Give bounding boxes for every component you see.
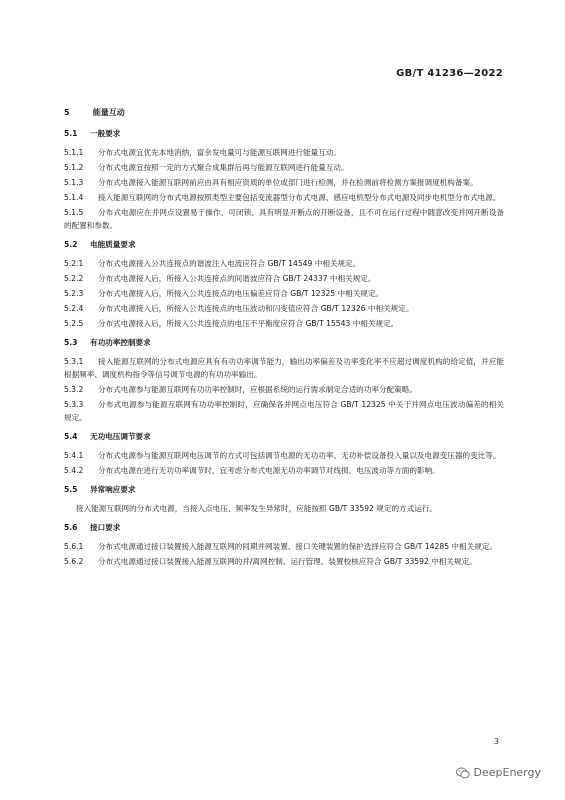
subsection-title: 有功功率控制要求 xyxy=(90,338,151,347)
clause-number: 5.6.1 xyxy=(64,542,84,551)
clause-text: 接入能源互联网的分布式电源按照类型主要包括变流器型分布式电源、感应电机型分布式电源及同步电机型分布式电源。 xyxy=(98,193,501,202)
subsection-title: 接口要求 xyxy=(90,523,121,532)
subsection-heading xyxy=(64,238,504,251)
watermark-text: DeepEnergy xyxy=(473,766,541,779)
clause-text: 分布式电源接入能源互联网前应由具有相应资质的单位或部门进行检测，并在检测前将检测方案报调度机构备案。 xyxy=(98,178,478,187)
subsection-title: 无功电压调节要求 xyxy=(90,432,151,441)
subsection-heading xyxy=(64,336,504,349)
subsection-number: 5.1 xyxy=(64,129,78,138)
clause-text: 分布式电源参与能源互联网有功功率控制时，应确保各并网点电压符合 GB/T 12325 中关于并网点电压波动偏差的相关规定。 xyxy=(64,400,504,422)
clause-text: 分布式电源在进行无功功率调节时，宜考虑分布式电源无功功率调节对线损、电压波动等方面的影响。 xyxy=(98,466,440,475)
subsection-title: 异常响应要求 xyxy=(90,485,136,494)
clause-paragraph xyxy=(64,464,504,477)
clause-number: 5.4.2 xyxy=(64,466,84,475)
clause-paragraph xyxy=(64,317,504,330)
clause-paragraph xyxy=(64,161,504,174)
clause-number: 5.1.5 xyxy=(64,208,84,217)
clause-number: 5.1.1 xyxy=(64,148,84,157)
clause-text: 分布式电源接入后，所接入公共连接点的电压波动和闪变值应符合 GB/T 12326 中相关规定。 xyxy=(98,304,414,313)
clause-text: 分布式电源接入后，所接入公共连接点的电压不平衡度应符合 GB/T 15543 中相关规定。 xyxy=(98,319,399,328)
subsection-number: 5.6 xyxy=(64,523,78,532)
clause-number: 5.2.2 xyxy=(64,274,84,283)
clause-number: 5.2.1 xyxy=(64,259,84,268)
clause-number: 5.1.2 xyxy=(64,163,84,172)
clause-paragraph xyxy=(64,540,504,553)
clause-number: 5.1.3 xyxy=(64,178,84,187)
subsection-number: 5.2 xyxy=(64,240,78,249)
section-title: 能量互动 xyxy=(92,108,125,117)
section-heading xyxy=(64,106,504,119)
clause-text: 分布式电源接入公共连接点的谐波注入电流应符合 GB/T 14549 中相关规定。 xyxy=(98,259,361,268)
clause-paragraph xyxy=(64,355,504,381)
standard-code: GB/T 41236—2022 xyxy=(396,68,503,79)
subsection-number: 5.4 xyxy=(64,432,78,441)
clause-paragraph xyxy=(64,146,504,159)
clause-paragraph xyxy=(64,206,504,232)
clause-paragraph xyxy=(64,302,504,315)
subsections-container xyxy=(64,127,504,568)
clause-number: 5.4.1 xyxy=(64,451,84,460)
clause-paragraph xyxy=(64,502,504,515)
clause-number: 5.2.4 xyxy=(64,304,84,313)
subsection-number: 5.3 xyxy=(64,338,78,347)
clause-paragraph xyxy=(64,257,504,270)
clause-text: 分布式电源通过接口装置接入能源互联网的并/离网控制、运行管理、装置校核应符合 GB/T 33592 中相关规定。 xyxy=(98,557,477,566)
clause-text: 分布式电源宜按照一定的方式聚合成集群后再与能源互联网进行能量互动。 xyxy=(98,163,349,172)
clause-text: 分布式电源宜优先本地消纳，富余发电量可与能源互联网进行能量互动。 xyxy=(98,148,341,157)
document-body xyxy=(64,106,504,570)
clause-number: 5.1.4 xyxy=(64,193,84,202)
clause-text: 分布式电源接入后，所接入公共连接点的间谐波应符合 GB/T 24337 中相关规定。 xyxy=(98,274,376,283)
clause-number: 5.2.3 xyxy=(64,289,84,298)
clause-text: 分布式电源参与能源互联网有功功率控制时，应根据系统的运行需求制定合适的功率分配策略。 xyxy=(98,385,417,394)
clause-number: 5.2.5 xyxy=(64,319,84,328)
clause-text: 分布式电源参与能源互联网电压调节的方式可包括调节电源的无功功率、无功补偿设备投入量以及电源变压器的变比等。 xyxy=(98,451,501,460)
clause-text: 分布式电源接入后，所接入公共连接点的电压偏差应符合 GB/T 12325 中相关规定。 xyxy=(98,289,384,298)
clause-text: 接入能源互联网的分布式电源应具有有功功率调节能力，输出功率偏差及功率变化率不应超过调度机构的给定值，并应能根据频率、调度机构指令等信号调节电源的有功功率输出。 xyxy=(64,357,504,379)
clause-number: 5.3.2 xyxy=(64,385,84,394)
subsection-heading xyxy=(64,521,504,534)
clause-number: 5.3.1 xyxy=(64,357,84,366)
subsection-title: 一般要求 xyxy=(90,129,121,138)
section-number: 5 xyxy=(64,108,70,117)
clause-paragraph xyxy=(64,449,504,462)
clause-text: 分布式电源应在并网点设置易于操作、可闭锁、具有明显开断点的开断设备，且不可在运行过程中随意改变并网开断设备的配置和参数。 xyxy=(64,208,504,230)
subsection-heading xyxy=(64,430,504,443)
clause-text: 接入能源互联网的分布式电源，当接入点电压、频率发生异常时，应能按照 GB/T 33592 规定的方式运行。 xyxy=(76,504,438,513)
clause-paragraph xyxy=(64,555,504,568)
subsection-heading xyxy=(64,127,504,140)
subsection-heading xyxy=(64,483,504,496)
clause-number: 5.3.3 xyxy=(64,400,84,409)
clause-paragraph xyxy=(64,191,504,204)
clause-paragraph xyxy=(64,272,504,285)
clause-paragraph xyxy=(64,176,504,189)
clause-paragraph xyxy=(64,287,504,300)
page-number: 3 xyxy=(493,737,499,746)
watermark xyxy=(456,766,542,779)
clause-text: 分布式电源通过接口装置接入能源互联网的同期并网装置、接口关键装置的保护选择应符合 GB/T 14285 中相关规定。 xyxy=(98,542,497,551)
subsection-title: 电能质量要求 xyxy=(90,240,136,249)
clause-number: 5.6.2 xyxy=(64,557,84,566)
clause-paragraph xyxy=(64,383,504,396)
subsection-number: 5.5 xyxy=(64,485,78,494)
wechat-icon xyxy=(456,767,470,779)
clause-paragraph xyxy=(64,398,504,424)
